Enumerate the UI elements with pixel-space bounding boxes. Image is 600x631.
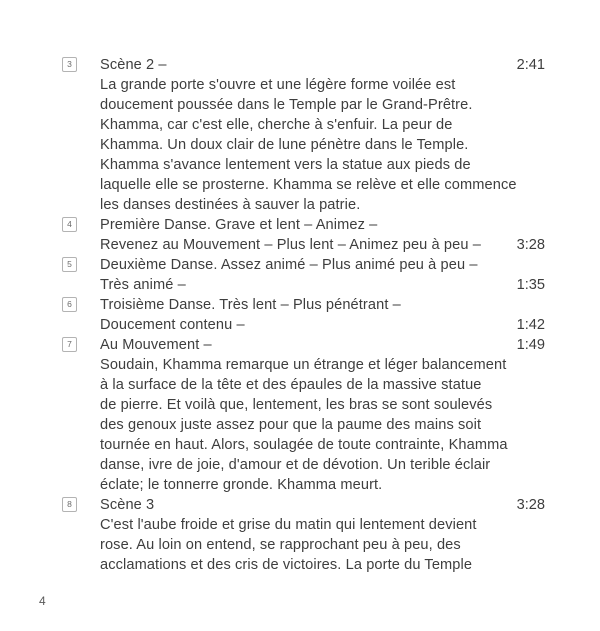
tracklist <box>62 55 545 575</box>
track-description-line: à la surface de la tête et des épaules de la massive statue <box>100 377 482 393</box>
track-title-line: Scène 3 <box>100 497 155 513</box>
track-title-line: Très animé – <box>100 277 186 293</box>
track-number-badge: 4 <box>62 217 77 232</box>
track-description-line: rose. Au loin on entend, se rapprochant peu à peu, des <box>100 537 461 553</box>
track-title-line: Troisième Danse. Très lent – Plus pénétrant – <box>100 297 401 313</box>
track-description-line: Soudain, Khamma remarque un étrange et léger balancement <box>100 357 507 373</box>
track-description-line: C'est l'aube froide et grise du matin qui lentement devient <box>100 517 477 533</box>
track-title-line: Scène 2 – <box>100 57 167 73</box>
track-entry-3 <box>62 55 545 215</box>
track-entry-5 <box>62 255 545 295</box>
track-description-line: éclate; le tonnerre gronde. Khamma meurt. <box>100 477 383 493</box>
track-description-line: danse, ivre de joie, d'amour et de dévotion. Un terible éclair <box>100 457 491 473</box>
track-duration: 3:28 <box>516 497 545 513</box>
track-title-line: Première Danse. Grave et lent – Animez – <box>100 217 378 233</box>
track-entry-8 <box>62 495 545 575</box>
track-duration: 1:42 <box>516 317 545 333</box>
track-number-badge: 7 <box>62 337 77 352</box>
track-title-line: Au Mouvement – <box>100 337 212 353</box>
track-description-line: acclamations et des cris de victoires. La porte du Temple <box>100 557 473 573</box>
track-description-line: Khamma, car c'est elle, cherche à s'enfuir. La peur de <box>100 117 453 133</box>
track-description-line: laquelle elle se prosterne. Khamma se relève et elle commence <box>100 177 517 193</box>
track-description-line: les danses destinées à sauver la patrie. <box>100 197 361 213</box>
track-duration: 3:28 <box>516 237 545 253</box>
track-number-badge: 8 <box>62 497 77 512</box>
track-duration: 2:41 <box>516 57 545 73</box>
track-duration: 1:35 <box>516 277 545 293</box>
track-number-badge: 3 <box>62 57 77 72</box>
track-entry-6 <box>62 295 545 335</box>
page-number: 4 <box>39 594 46 608</box>
track-description-line: Khamma s'avance lentement vers la statue aux pieds de <box>100 157 471 173</box>
track-description-line: de pierre. Et voilà que, lentement, les bras se sont soulevés <box>100 397 493 413</box>
track-entry-4 <box>62 215 545 255</box>
track-title-line: Revenez au Mouvement – Plus lent – Animez peu à peu – <box>100 237 481 253</box>
track-description-line: La grande porte s'ouvre et une légère forme voilée est <box>100 77 456 93</box>
track-title-line: Doucement contenu – <box>100 317 245 333</box>
track-entry-7 <box>62 335 545 495</box>
track-description-line: doucement poussée dans le Temple par le Grand-Prêtre. <box>100 97 473 113</box>
track-number-badge: 5 <box>62 257 77 272</box>
track-number-badge: 6 <box>62 297 77 312</box>
track-description-line: Khamma. Un doux clair de lune pénètre dans le Temple. <box>100 137 469 153</box>
track-duration: 1:49 <box>516 337 545 353</box>
track-title-line: Deuxième Danse. Assez animé – Plus animé peu à peu – <box>100 257 478 273</box>
track-description-line: des genoux juste assez pour que la paume des mains soit <box>100 417 482 433</box>
track-description-line: tournée en haut. Alors, soulagée de toute contrainte, Khamma <box>100 437 508 453</box>
